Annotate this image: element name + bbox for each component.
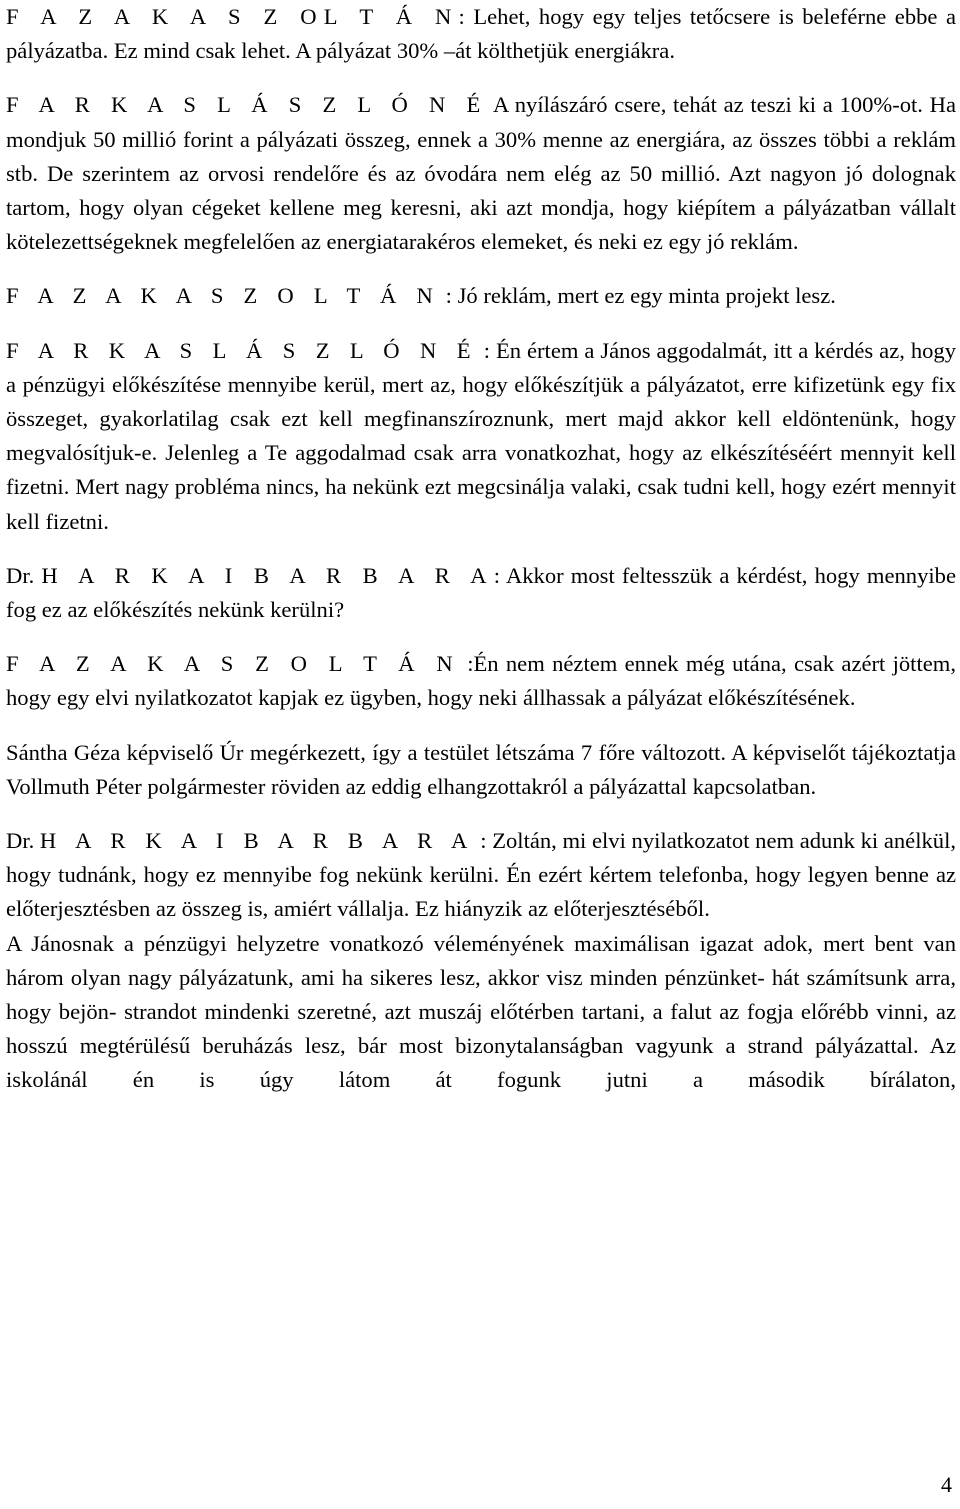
speaker-title: Dr. (6, 562, 42, 588)
paragraph-text: Zoltán, mi elvi nyilatkozatot nem adunk ki anélkül, hogy tudnánk, hogy ez mennyibe fog nekünk kerülni. Én ezért kértem telefonba, hogy legyen benne az előterjesztésben az összeg is, amiért vállalja. Ez hiányzik az előterjesztéséből. (6, 828, 956, 922)
speaker-name: F A Z A K A S Z O L T Á N (6, 651, 460, 677)
paragraph-text: Akkor most feltesszük a kérdést, hogy mennyibe fog ez az előkészítés nekünk kerülni? (6, 562, 957, 623)
paragraph-9 (6, 927, 956, 1098)
speaker-name: H A R K A I B A R B A R A (41, 562, 494, 588)
speaker-separator: : (459, 651, 474, 677)
speaker-separator: : (440, 283, 458, 309)
page-number: 4 (941, 1472, 952, 1497)
paragraph-text: Én értem a János aggodalmát, itt a kérdés az, hogy a pénzügyi előkészítése mennyibe kerül, mert az, hogy előkészítjük a pályázatot, erre kifizetünk egy fix összeget, gyakorlatilag csak ezt kell megfinanszíroznunk, mert majd akkor kell eldöntenünk, hogy megvalósítjuk-e. Jelenleg a Te aggodalmad csak arra vonatkozhat, hogy az elkészítéséért mennyit kell fizetni. Mert nagy probléma nincs, ha nekünk ezt megcsinálja valaki, csak tudni kell, hogy ezért mennyit kell fizetni. (6, 337, 956, 534)
paragraph-3 (6, 279, 956, 313)
paragraph-2 (6, 88, 956, 259)
paragraph-6 (6, 647, 956, 715)
paragraph-8 (6, 824, 956, 927)
speaker-separator: : (493, 562, 506, 588)
paragraph-text: A Jánosnak a pénzügyi helyzetre vonatkozó véleményének maximálisan igazat adok, mert bent van három olyan nagy pályázatunk, ami ha sikeres lesz, akkor visz minden pénzünket- hát számítsunk arra, hogy bejön- strandot mindenki szeretné, azt muszáj előtérben tartani, a falut az fogja előrébb vinni, az hosszú megtérülésű beruházás lesz, bár most bizonytalanságban vagyunk a strand pályázattal. Az iskolánál én is úgy látom át fogunk jutni a második bírálaton, (6, 930, 956, 1093)
speaker-separator: : (474, 828, 493, 854)
speaker-name: F A Z A K A S Z OL T Á N (6, 4, 459, 29)
paragraph-5 (6, 559, 956, 627)
document-page (6, 0, 956, 1118)
paragraph-text: Lehet, hogy egy teljes tetőcsere is beleférne ebbe a pályázatba. Ez mind csak lehet. A pályázat 30% –át költhetjük energiákra. (6, 4, 956, 64)
speaker-name: F A R K A S L Á S Z L Ó N É (6, 92, 488, 118)
paragraph-text: A nyílászáró csere, tehát az teszi ki a 100%-ot. Ha mondjuk 50 millió forint a pályázati összeg, ennek a 30% menne az energiára, az összes többi a reklám stb. De szerintem az orvosi rendelőre és az óvodára nem elég az 50 millió. Azt nagyon jó dolognak tartom, hogy olyan cégeket kellene meg keresni, aki azt mondja, hogy kiépítem a pályázatban vállalt kötelezettségeknek megfelelően az energiatarakéros elemeket, és neki ez egy jó reklám. (6, 92, 956, 255)
speaker-name: H A R K A I B A R B A R A (39, 828, 475, 854)
speaker-separator: : (458, 4, 474, 29)
paragraph-4 (6, 334, 956, 539)
speaker-separator: : (477, 337, 496, 363)
speaker-name: F A Z A K A S Z O L T Á N (6, 283, 440, 309)
paragraph-1 (6, 0, 956, 68)
paragraph-text: Sántha Géza képviselő Úr megérkezett, így a testület létszáma 7 főre változott. A képviselőt tájékoztatja Vollmuth Péter polgármester röviden az eddig elhangzottakról a pályázattal kapcsolatban. (6, 739, 956, 799)
speaker-name: F A R K A S L Á S Z L Ó N É (6, 337, 478, 363)
speaker-title: Dr. (6, 828, 40, 854)
paragraph-text: Jó reklám, mert ez egy minta projekt lesz. (457, 283, 836, 309)
paragraph-text: Én nem néztem ennek még utána, csak azért jöttem, hogy egy elvi nyilatkozatot kapjak ez ügyben, hogy neki állhassak a pályázat előkészítésének. (6, 651, 956, 711)
paragraph-7 (6, 736, 956, 804)
